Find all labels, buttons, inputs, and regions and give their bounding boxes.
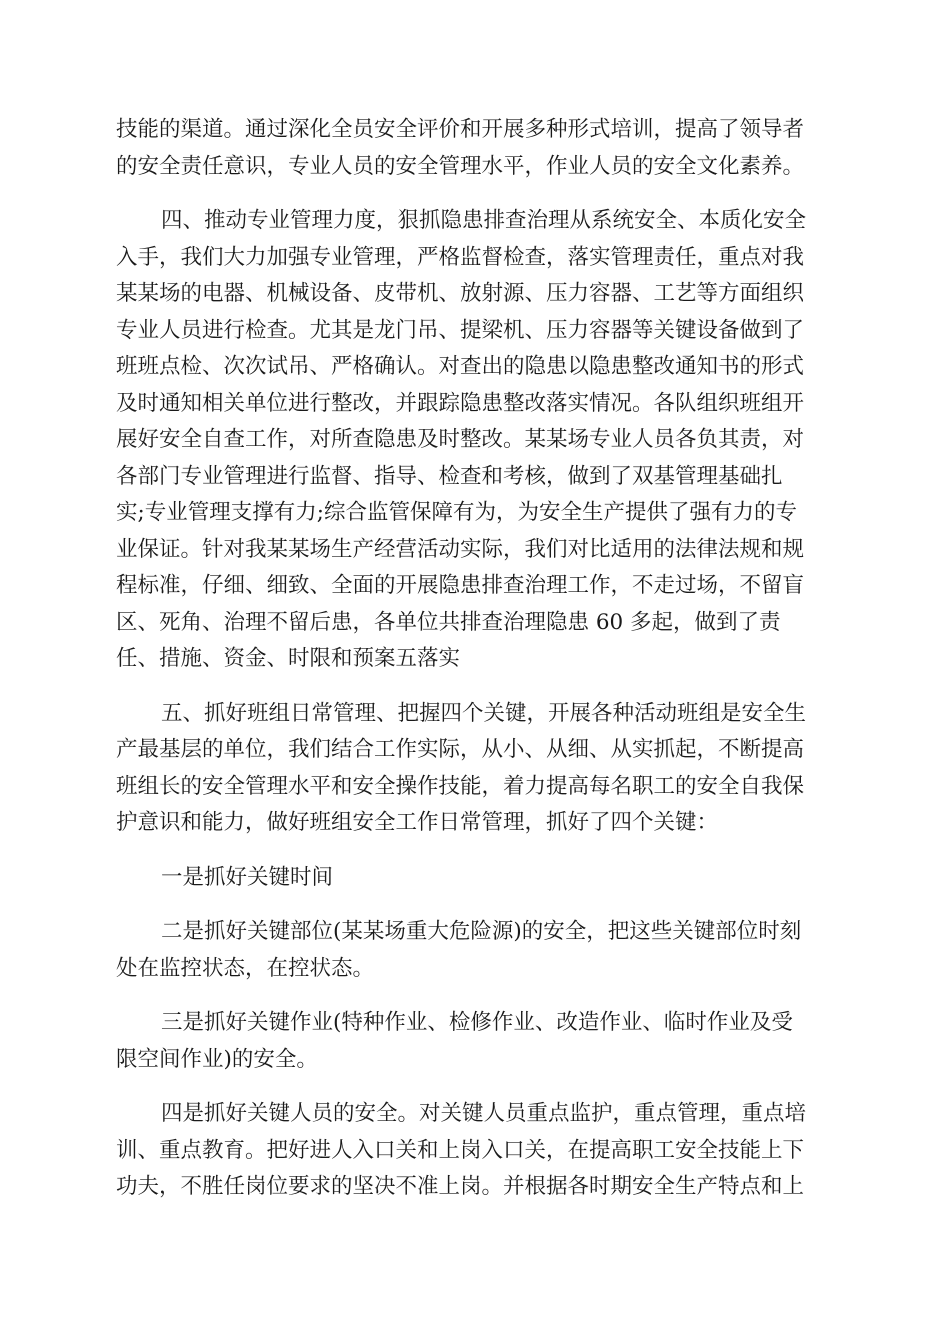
paragraph-key-one [116,860,836,897]
document-page [116,112,836,1206]
paragraph-gap [116,1078,836,1096]
text-line: 各部门专业管理进行监督、指导、检查和考核，做到了双基管理基础扎 [116,463,783,489]
text-line: 展好安全自查工作，对所查隐患及时整改。某某场专业人员各负其责，对 [116,427,805,452]
text-line: 训、重点教育。把好进人入口关和上岗入口关，在提高职工安全技能上下 [116,1137,805,1163]
text-line: 一是抓好关键时间 [161,864,334,890]
text-line: 产最基层的单位，我们结合工作实际，从小、从细、从实抓起，不断提高 [116,737,805,762]
text-line: 入手，我们大力加强专业管理，严格监督检查，落实管理责任，重点对我 [116,244,805,270]
text-line: 的安全责任意识，专业人员的安全管理水平，作业人员的安全文化素养。 [116,153,805,179]
text-line: 程标准，仔细、细致、全面的开展隐患排查治理工作，不走过场，不留盲 [116,573,805,598]
text-line: 四、推动专业管理力度，狠抓隐患排查治理从系统安全、本质化安全 [161,208,807,233]
paragraph-gap [116,678,836,696]
paragraph-key-four [116,1096,836,1206]
paragraph-gap [116,185,836,203]
text-line: 区、死角、治理不留后患，各单位共排查治理隐患 60 多起，做到了责 [116,609,781,635]
paragraph-gap [116,987,836,1005]
text-line: 三是抓好关键作业(特种作业、检修作业、改造作业、临时作业及受 [161,1010,793,1035]
text-line: 及时通知相关单位进行整改，并跟踪隐患整改落实情况。各队组织班组开 [116,390,805,416]
text-line: 实;专业管理支撑有力;综合监管保障有为，为安全生产提供了强有力的专 [116,500,797,525]
paragraph-section-five [116,696,836,842]
text-line: 护意识和能力，做好班组安全工作日常管理，抓好了四个关键： [116,810,719,835]
paragraph-section-four [116,203,836,678]
paragraph-gap [116,842,836,860]
paragraph-intro-continuation [116,112,836,185]
paragraph-gap [116,896,836,914]
text-line: 班组长的安全管理水平和安全操作技能，着力提高每名职工的安全自我保 [116,773,805,799]
text-line: 功夫，不胜任岗位要求的坚决不准上岗。并根据各时期安全生产特点和上 [116,1174,805,1199]
text-line: 业保证。针对我某某场生产经营活动实际，我们对比适用的法律法规和规 [116,536,805,562]
text-line: 限空间作业)的安全。 [116,1046,318,1072]
text-line: 专业人员进行检查。尤其是龙门吊、提梁机、压力容器等关键设备做到了 [116,317,805,343]
paragraph-key-three [116,1005,836,1078]
text-line: 技能的渠道。通过深化全员安全评价和开展多种形式培训，提高了领导者 [116,117,805,142]
paragraph-key-two [116,914,836,987]
text-line: 二是抓好关键部位(某某场重大危险源)的安全，把这些关键部位时刻 [161,919,802,944]
text-line: 任、措施、资金、时限和预案五落实 [116,646,461,671]
text-line: 某某场的电器、机械设备、皮带机、放射源、压力容器、工艺等方面组织 [116,281,805,306]
text-line: 四是抓好关键人员的安全。对关键人员重点监护，重点管理，重点培 [161,1101,807,1126]
text-line: 处在监控状态，在控状态。 [116,955,375,981]
text-line: 五、抓好班组日常管理、把握四个关键，开展各种活动班组是安全生 [161,700,807,726]
text-line: 班班点检、次次试吊、严格确认。对查出的隐患以隐患整改通知书的形式 [116,354,805,379]
